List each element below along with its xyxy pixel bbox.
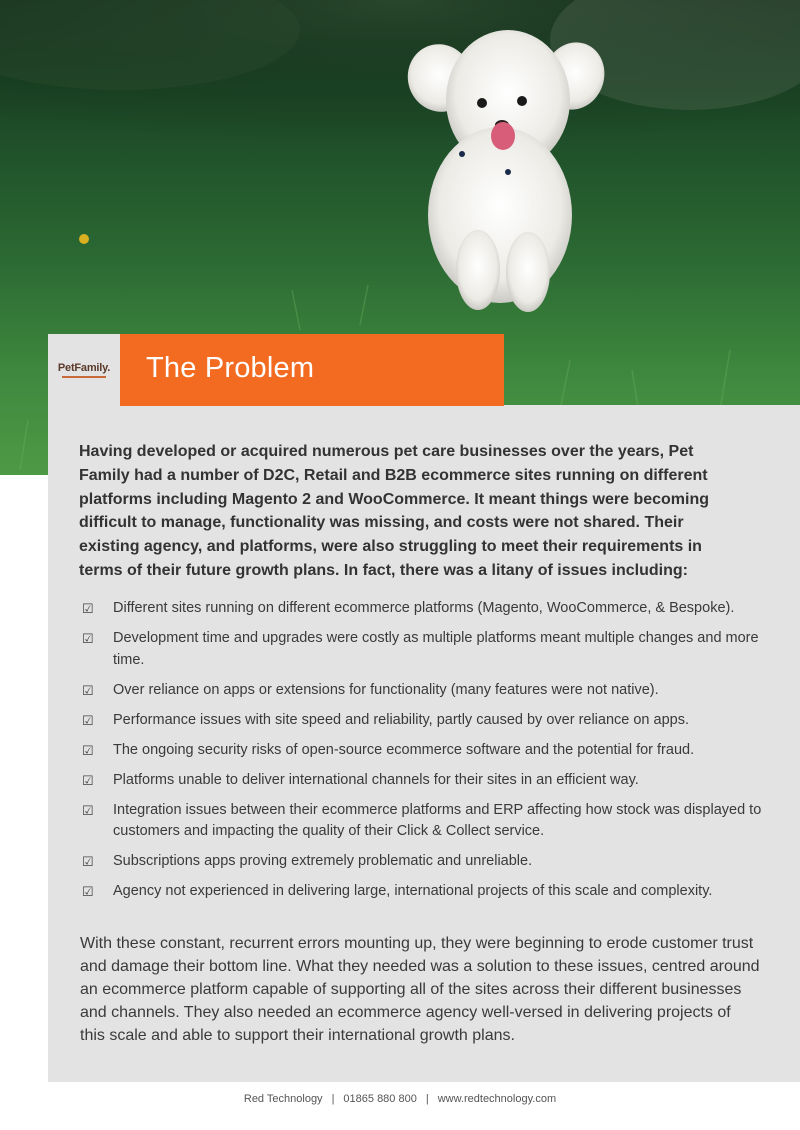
list-item — [82, 851, 772, 873]
list-item — [82, 598, 772, 620]
page-title: The Problem — [146, 352, 315, 384]
issue-text: Performance issues with site speed and reliability, partly caused by over reliance on apps. — [113, 711, 689, 728]
checkbox-icon: ☑ — [82, 682, 94, 698]
closing-paragraph: With these constant, recurrent errors mounting up, they were beginning to erode customer trust and damage their bottom line. What they needed was a solution to these issues, centred around an ecommerce platform capable of supporting all of the sites across their different businesses and channels. They also needed an ecommerce agency well-versed in delivering projects of this scale and able to support their international growth plans. — [80, 935, 760, 1044]
dog-figure — [398, 30, 613, 312]
footer — [0, 1093, 800, 1105]
issue-text: Different sites running on different ecommerce platforms (Magento, WooCommerce, & Bespoke). — [113, 600, 735, 616]
list-item — [82, 740, 772, 762]
issue-text: Subscriptions apps proving extremely problematic and unreliable. — [113, 853, 533, 869]
checkbox-icon: ☑ — [82, 712, 94, 728]
logo-underline — [62, 376, 106, 378]
checkbox-icon: ☑ — [82, 772, 94, 788]
footer-website: www.redtechnology.com — [437, 1093, 557, 1105]
list-item — [82, 881, 772, 903]
footer-separator: | — [331, 1093, 335, 1105]
petfamily-logo — [48, 334, 120, 406]
issues-list — [82, 598, 772, 911]
list-item — [82, 628, 772, 671]
checkbox-icon: ☑ — [82, 802, 94, 818]
issue-text: Over reliance on apps or extensions for functionality (many features were not native). — [113, 681, 659, 698]
checkbox-icon: ☑ — [82, 854, 94, 869]
checkbox-icon: ☑ — [82, 742, 94, 758]
checkbox-icon: ☑ — [82, 631, 94, 646]
title-banner — [120, 334, 504, 406]
list-item — [82, 710, 772, 732]
issue-text: Integration issues between their ecommerce platforms and ERP affecting how stock was displayed to customers and impacting the quality of their Click & Collect service. — [113, 801, 762, 839]
logo-text: PetFamily. — [57, 361, 111, 374]
list-item — [82, 770, 772, 792]
footer-separator: | — [425, 1093, 429, 1105]
list-item — [82, 800, 772, 843]
footer-company: Red Technology — [243, 1093, 323, 1105]
checkbox-icon: ☑ — [82, 884, 94, 899]
issue-text: Development time and upgrades were costly as multiple platforms meant multiple changes and more time. — [113, 630, 759, 668]
list-item — [82, 680, 772, 702]
issue-text: Agency not experienced in delivering large, international projects of this scale and complexity. — [113, 883, 713, 899]
footer-phone: 01865 880 800 — [343, 1093, 417, 1105]
checkbox-icon: ☑ — [82, 601, 94, 616]
issue-text: Platforms unable to deliver international channels for their sites in an efficient way. — [113, 771, 639, 788]
intro-paragraph: Having developed or acquired numerous pet care businesses over the years, Pet Family had a number of D2C, Retail and B2B ecommerce sites running on different platforms including Magento 2 and WooCommerce. It meant things were becoming difficult to manage, functionality was missing, and costs were not shared. Their existing agency, and platforms, were also struggling to meet their requirements in terms of their future growth plans. In fact, there was a litany of issues including: — [79, 443, 709, 579]
issue-text: The ongoing security risks of open-source ecommerce software and the potential for fraud. — [113, 741, 695, 758]
